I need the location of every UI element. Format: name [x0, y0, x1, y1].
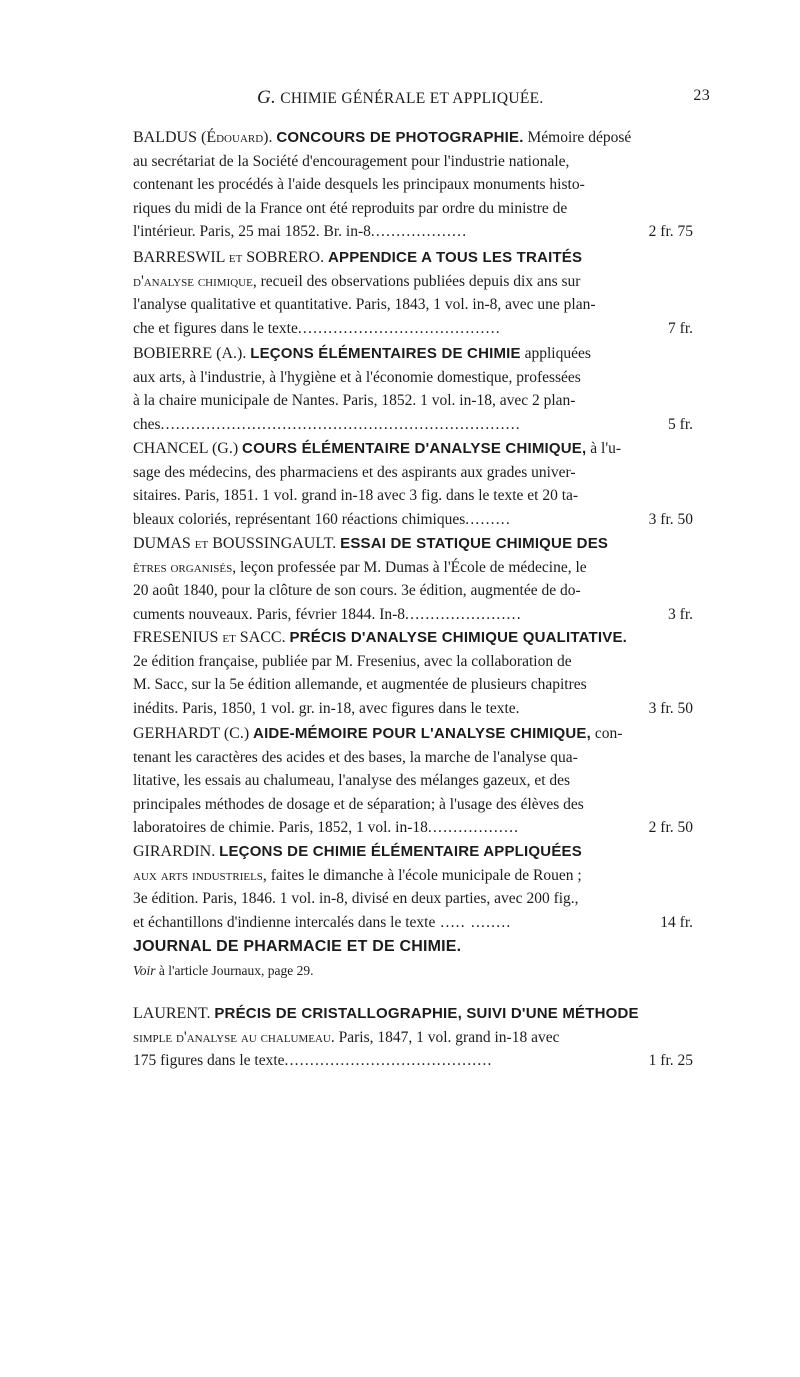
entry-text: 20 août 1840, pour la clôture de son cours. 3e édition, augmentée de do- — [133, 582, 581, 599]
entry-title: APPENDICE A TOUS LES TRAITÉS — [327, 249, 583, 266]
entry-subtitle: d'analyse chimique, — [133, 272, 257, 290]
entry-last-line: l'intérieur. Paris, 25 mai 1852. Br. in-8................... 2 fr. 75 — [133, 220, 693, 244]
entry-text: tenant les caractères des acides et des bases, la marche de l'analyse qua- — [133, 748, 578, 766]
section-letter: G. — [257, 87, 277, 108]
entry-author: CHANCEL (G.) — [133, 440, 239, 457]
entry-text: litative, les essais au chalumeau, l'analyse des mélanges gazeux, et des — [133, 772, 571, 789]
entry-title: PRÉCIS DE CRISTALLOGRAPHIE, SUIVI D'UNE MÉTHODE — [214, 1005, 639, 1022]
entry-line — [133, 556, 693, 580]
entry-line — [133, 1002, 693, 1026]
entry-text: con- — [594, 725, 623, 742]
entry-line — [133, 126, 693, 150]
entry-cross-reference — [133, 959, 693, 983]
entry-text: M. Sacc, sur la 5e édition allemande, et augmentée de plusieurs chapitres — [133, 676, 587, 693]
catalogue-entry-barreswil — [133, 246, 693, 340]
entry-line — [133, 1026, 693, 1050]
entry-text: riques du midi de la France ont été reproduits par ordre du ministre de — [133, 199, 568, 217]
entry-text: au secrétariat de la Société d'encouragement pour l'industrie nationale, — [133, 152, 570, 170]
entry-subtitle: êtres organisés, — [133, 558, 237, 576]
voir-word: Voir — [133, 962, 156, 978]
entry-last-line: bleaux coloriés, représentant 160 réactions chimiques......... 3 fr. 50 — [133, 508, 693, 532]
entry-line — [133, 626, 693, 650]
entry-line — [133, 864, 693, 888]
entry-text: che et figures dans le texte — [133, 319, 298, 337]
entry-title: ESSAI DE STATIQUE CHIMIQUE DES — [340, 535, 609, 552]
entry-text: sitaires. Paris, 1851. 1 vol. grand in-18 avec 3 fig. dans le texte et 20 ta- — [133, 487, 579, 504]
entry-last-line: cuments nouveaux. Paris, février 1844. In-8....................... 3 fr. — [133, 603, 693, 627]
entry-line — [133, 437, 693, 461]
catalogue-entry-baldus — [133, 126, 693, 244]
page-number: 23 — [693, 87, 710, 104]
entry-text: et échantillons d'indienne intercalés dans le texte — [133, 913, 436, 931]
entry-line — [133, 532, 693, 556]
entry-last-line: et échantillons d'indienne intercalés dans le texte ..... ........ 14 fr. — [133, 911, 693, 935]
entry-text: l'analyse qualitative et quantitative. Paris, 1843, 1 vol. in-8, avec une plan- — [133, 296, 596, 313]
entry-last-line: laboratoires de chimie. Paris, 1852, 1 vol. in-18.................. 2 fr. 50 — [133, 816, 693, 840]
entry-price: 3 fr. — [668, 605, 693, 623]
entry-subtitle: aux arts industriels, — [133, 866, 267, 884]
entry-author: BARRESWIL et SOBRERO. — [133, 249, 325, 266]
entry-text: inédits. Paris, 1850, 1 vol. gr. in-18, avec figures dans le texte. — [133, 699, 520, 717]
entry-price: 2 fr. 50 — [648, 819, 693, 836]
voir-reference: à l'article Journaux, page 29. — [158, 962, 314, 978]
entry-text: à l'u- — [590, 440, 622, 457]
entry-author: BOBIERRE (A.). — [133, 345, 247, 362]
entry-text: Paris, 1847, 1 vol. grand in-18 avec — [338, 1028, 560, 1046]
entry-author: LAURENT. — [133, 1005, 211, 1022]
entry-title: CONCOURS DE PHOTOGRAPHIE. — [276, 129, 524, 146]
entry-subtitle: simple d'analyse au chalumeau. — [133, 1028, 335, 1046]
entry-line — [133, 722, 693, 746]
entry-last-line: che et figures dans le texte........................................ 7 fr. — [133, 317, 693, 341]
running-head — [110, 87, 710, 111]
entry-title: COURS ÉLÉMENTAIRE D'ANALYSE CHIMIQUE, — [242, 440, 587, 457]
entry-line — [133, 270, 693, 294]
entry-price: 3 fr. 50 — [648, 510, 693, 528]
entry-text: 175 figures dans le texte — [133, 1052, 285, 1069]
catalogue-entry-dumas — [133, 532, 693, 626]
entry-title: AIDE-MÉMOIRE POUR L'ANALYSE CHIMIQUE, — [253, 725, 591, 742]
entry-price: 1 fr. 25 — [648, 1052, 693, 1069]
entry-text: laboratoires de chimie. Paris, 1852, 1 vol. in-18 — [133, 819, 428, 836]
catalogue-entry-bobierre — [133, 342, 693, 436]
entry-text: aux arts, à l'industrie, à l'hygiène et à l'économie domestique, professées — [133, 368, 581, 386]
catalogue-entry-chancel — [133, 437, 693, 531]
entry-title: PRÉCIS D'ANALYSE CHIMIQUE QUALITATIVE. — [289, 629, 628, 646]
entry-text: sage des médecins, des pharmaciens et des aspirants aux grades univer- — [133, 463, 576, 481]
entry-price: 5 fr. — [668, 415, 693, 433]
entry-text: bleaux coloriés, représentant 160 réactions chimiques — [133, 510, 466, 528]
entry-author: GERHARDT (C.) — [133, 725, 250, 742]
entry-text: 3e édition. Paris, 1846. 1 vol. in-8, divisé en deux parties, avec 200 fig., — [133, 890, 579, 907]
entry-text: l'intérieur. Paris, 25 mai 1852. Br. in-8 — [133, 223, 371, 240]
entry-text: contenant les procédés à l'aide desquels les principaux monuments histo- — [133, 176, 585, 193]
entry-author: GIRARDIN. — [133, 843, 216, 860]
entry-title: JOURNAL DE PHARMACIE ET DE CHIMIE. — [133, 938, 462, 955]
entry-price: 7 fr. — [668, 319, 693, 337]
catalogue-entry-girardin — [133, 840, 693, 934]
entry-text: Mémoire déposé — [527, 129, 632, 146]
entry-line — [133, 246, 693, 270]
entry-text: 2e édition française, publiée par M. Fresenius, avec la collaboration de — [133, 652, 572, 670]
section-title-text: CHIMIE GÉNÉRALE ET APPLIQUÉE. — [280, 90, 544, 107]
entry-author: FRESENIUS et SACC. — [133, 629, 286, 646]
entry-last-line — [133, 697, 693, 721]
entry-price: 14 fr. — [660, 913, 693, 931]
entry-price: 2 fr. 75 — [648, 223, 693, 240]
entry-title: LEÇONS ÉLÉMENTAIRES DE CHIMIE — [250, 345, 521, 362]
entry-price: 3 fr. 50 — [648, 699, 693, 717]
entry-line — [133, 935, 693, 959]
entry-last-line: ches....................................................................... 5 fr. — [133, 413, 693, 437]
entry-text: ches — [133, 415, 161, 433]
entry-last-line: 175 figures dans le texte......................................... 1 fr. 25 — [133, 1049, 693, 1073]
entry-line — [133, 342, 693, 366]
entry-text: appliquées — [524, 345, 591, 362]
entry-text: principales méthodes de dosage et de séparation; à l'usage des élèves des — [133, 795, 584, 813]
entry-text: faites le dimanche à l'école municipale de Rouen ; — [270, 866, 582, 884]
entry-title: LEÇONS DE CHIMIE ÉLÉMENTAIRE APPLIQUÉES — [219, 843, 582, 860]
catalogue-entry-journal — [133, 935, 693, 982]
entry-text: leçon professée par M. Dumas à l'École de médecine, le — [239, 558, 587, 576]
section-title — [257, 87, 544, 109]
entry-author: DUMAS et BOUSSINGAULT. — [133, 535, 337, 552]
catalogue-entry-gerhardt — [133, 722, 693, 840]
catalogue-entry-fresenius — [133, 626, 693, 720]
entry-author: BALDUS (Édouard). — [133, 129, 273, 146]
catalogue-entry-laurent — [133, 1002, 693, 1073]
entry-text: recueil des observations publiées depuis dix ans sur — [260, 272, 581, 290]
entry-text: à la chaire municipale de Nantes. Paris, 1852. 1 vol. in-18, avec 2 plan- — [133, 392, 576, 409]
entry-text: cuments nouveaux. Paris, février 1844. In-8 — [133, 605, 406, 623]
entry-line — [133, 840, 693, 864]
